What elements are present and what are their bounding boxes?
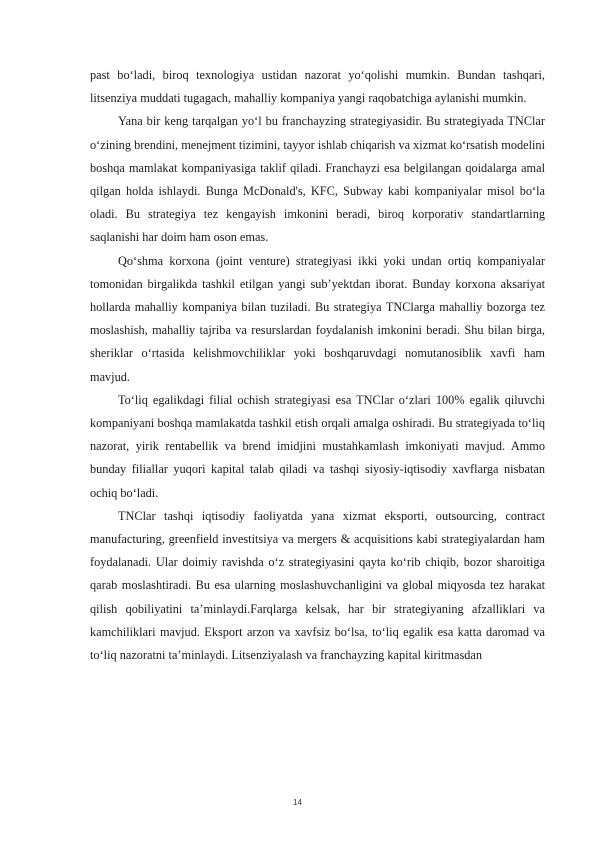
body-text xyxy=(90,64,545,667)
paragraph-joint-venture: Qo‘shma korxona (joint venture) strategiyasi ikki yoki undan ortiq kompaniyalar tomonidan birgalikda tashkil etilgan yangi sub’yektdan iborat. Bunday korxona aksariyat hollarda mahalliy kompaniya bilan tuziladi. Bu strategiya TNClarga mahalliy bozorga tez moslashish, mahalliy tajriba va resurslardan foydalanish imkonini beradi. Shu bilan birga, sheriklar o‘rtasida kelishmovchiliklar yoki boshqaruvdagi nomutanosiblik xavfi ham mavjud. xyxy=(90,253,545,384)
paragraph-wholly-owned-subsidiary: To‘liq egalikdagi filial ochish strategiyasi esa TNClar o‘zlari 100% egalik qiluvchi kompaniyani boshqa mamlakatda tashkil etish orqali amalga oshiradi. Bu strategiyada to‘liq nazorat, yirik rentabellik va brend imidjini mustahkamlash imkoniyati mavjud. Ammo bunday filiallar yuqori kapital talab qiladi va tashqi siyosiy-iqtisodiy xavflarga nisbatan ochiq bo‘ladi. xyxy=(90,392,545,500)
paragraph-franchising: Yana bir keng tarqalgan yo‘l bu franchayzing strategiyasidir. Bu strategiyada TNClar o‘zining brendini, menejment tizimini, tayyor ishlab chiqarish va xizmat ko‘rsatish modelini boshqa mamlakat kompaniyasiga taklif qiladi. Franchayzi esa belgilangan qoidalarga amal qilgan holda ishlaydi. Bunga McDonald's, KFC, Subway kabi kompaniyalar misol bo‘la oladi. Bu strategiya tez kengayish imkonini beradi, biroq korporativ standartlarning saqlanishi har doim ham oson emas. xyxy=(90,114,545,245)
page-number: 14 xyxy=(293,798,302,807)
paragraph-licensing-continuation: past bo‘ladi, biroq texnologiya ustidan nazorat yo‘qolishi mumkin. Bundan tashqari, litsenziya muddati tugagach, mahalliy kompaniya yangi raqobatchiga aylanishi mumkin. xyxy=(90,68,545,106)
paragraph-other-strategies: TNClar tashqi iqtisodiy faoliyatda yana xizmat eksporti, outsourcing, contract manufacturing, greenfield investitsiya va mergers & acquisitions kabi strategiyalardan ham foydalanadi. Ular doimiy ravishda o‘z strategiyasini qayta ko‘rib chiqib, bozor sharoitiga qarab moslashtiradi. Bu esa ularning moslashuvchanligini va global miqyosda tez harakat qilish qobiliyatini ta’minlaydi.Farqlarga kelsak, har bir strategiyaning afzalliklari va kamchiliklari mavjud. Eksport arzon va xavfsiz bo‘lsa, to‘liq egalik esa katta daromad va to‘liq nazoratni ta’minlaydi. Litsenziyalash va franchayzing kapital kiritmasdan xyxy=(90,508,545,663)
